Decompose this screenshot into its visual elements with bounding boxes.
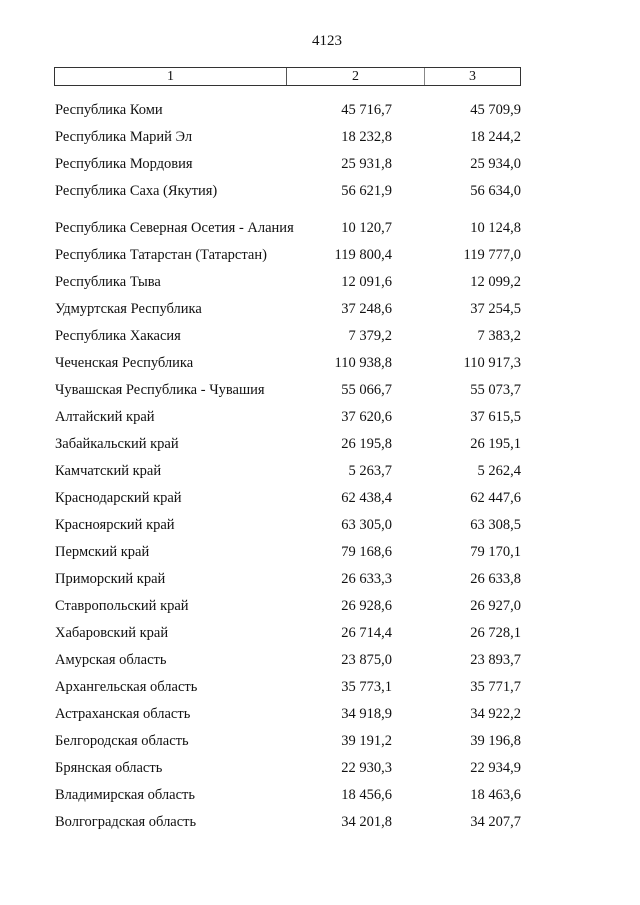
value-col-2: 45 716,7 [341, 102, 392, 118]
value-col-2: 79 168,6 [341, 544, 392, 560]
value-col-3: 34 922,2 [470, 706, 521, 722]
value-col-3: 26 728,1 [470, 625, 521, 641]
value-col-2: 63 305,0 [341, 517, 392, 533]
table-header [54, 67, 521, 86]
table-row [55, 563, 521, 590]
table-row [55, 239, 521, 266]
region-name: Удмуртская Республика [55, 301, 202, 317]
table-row [55, 320, 521, 347]
table-row [55, 752, 521, 779]
region-name: Пермский край [55, 544, 150, 560]
region-name: Республика Марий Эл [55, 129, 193, 145]
table-row [55, 175, 521, 202]
region-name: Чувашская Республика - Чувашия [55, 382, 265, 398]
value-col-3: 119 777,0 [463, 247, 521, 263]
value-col-3: 37 615,5 [470, 409, 521, 425]
value-col-3: 23 893,7 [470, 652, 521, 668]
table-row [55, 455, 521, 482]
table-row [55, 698, 521, 725]
table-row [55, 725, 521, 752]
value-col-2: 119 800,4 [334, 247, 392, 263]
value-col-2: 39 191,2 [341, 733, 392, 749]
value-col-3: 18 244,2 [470, 129, 521, 145]
value-col-3: 7 383,2 [477, 328, 521, 344]
value-col-2: 25 931,8 [341, 156, 392, 172]
value-col-3: 39 196,8 [470, 733, 521, 749]
value-col-2: 62 438,4 [341, 490, 392, 506]
value-col-2: 18 456,6 [341, 787, 392, 803]
region-name: Брянская область [55, 760, 163, 776]
region-name: Амурская область [55, 652, 167, 668]
value-col-3: 22 934,9 [470, 760, 521, 776]
table-row [55, 148, 521, 175]
value-col-2: 56 621,9 [341, 183, 392, 199]
table-row [55, 293, 521, 320]
value-col-3: 25 934,0 [470, 156, 521, 172]
table-body [55, 94, 521, 833]
value-col-2: 37 248,6 [341, 301, 392, 317]
value-col-3: 56 634,0 [470, 183, 521, 199]
value-col-2: 55 066,7 [341, 382, 392, 398]
value-col-2: 10 120,7 [341, 220, 392, 236]
table-row [55, 121, 521, 148]
region-name: Астраханская область [55, 706, 191, 722]
region-name: Республика Саха (Якутия) [55, 183, 218, 199]
header-col-3: 3 [469, 68, 476, 84]
value-col-3: 34 207,7 [470, 814, 521, 830]
value-col-2: 26 928,6 [341, 598, 392, 614]
value-col-2: 12 091,6 [341, 274, 392, 290]
region-name: Волгоградская область [55, 814, 197, 830]
value-col-3: 63 308,5 [470, 517, 521, 533]
region-name: Красноярский край [55, 517, 175, 533]
table-row [55, 401, 521, 428]
region-name: Чеченская Республика [55, 355, 194, 371]
region-name: Республика Тыва [55, 274, 161, 290]
region-name: Владимирская область [55, 787, 195, 803]
value-col-3: 37 254,5 [470, 301, 521, 317]
value-col-2: 34 918,9 [341, 706, 392, 722]
value-col-3: 12 099,2 [470, 274, 521, 290]
header-col-2: 2 [287, 68, 425, 85]
region-name: Архангельская область [55, 679, 198, 695]
value-col-3: 10 124,8 [470, 220, 521, 236]
table-row [55, 94, 521, 121]
value-col-2: 18 232,8 [341, 129, 392, 145]
page-number: 4123 [312, 33, 342, 49]
table-row [55, 509, 521, 536]
value-col-3: 35 771,7 [470, 679, 521, 695]
table-row [55, 482, 521, 509]
value-col-2: 34 201,8 [341, 814, 392, 830]
value-col-2: 35 773,1 [341, 679, 392, 695]
value-col-3: 26 195,1 [470, 436, 521, 452]
value-col-3: 55 073,7 [470, 382, 521, 398]
value-col-3: 45 709,9 [470, 102, 521, 118]
header-col-1: 1 [55, 68, 287, 85]
region-name: Республика Татарстан (Татарстан) [55, 247, 267, 263]
table-row [55, 617, 521, 644]
value-col-2: 7 379,2 [348, 328, 392, 344]
value-col-2: 22 930,3 [341, 760, 392, 776]
table-row [55, 806, 521, 833]
value-col-2: 26 633,3 [341, 571, 392, 587]
region-name: Хабаровский край [55, 625, 169, 641]
table-row [55, 779, 521, 806]
table-row [55, 202, 521, 239]
region-name: Республика Коми [55, 102, 163, 118]
table-row [55, 644, 521, 671]
region-name: Алтайский край [55, 409, 155, 425]
table-row [55, 347, 521, 374]
region-name: Республика Мордовия [55, 156, 193, 172]
table-row [55, 428, 521, 455]
region-name: Приморский край [55, 571, 166, 587]
value-col-3: 18 463,6 [470, 787, 521, 803]
value-col-3: 26 633,8 [470, 571, 521, 587]
region-name: Белгородская область [55, 733, 189, 749]
value-col-3: 5 262,4 [477, 463, 521, 479]
value-col-3: 62 447,6 [470, 490, 521, 506]
value-col-2: 26 714,4 [341, 625, 392, 641]
table-row [55, 590, 521, 617]
value-col-2: 5 263,7 [348, 463, 392, 479]
region-name: Камчатский край [55, 463, 162, 479]
value-col-2: 37 620,6 [341, 409, 392, 425]
region-name: Республика Хакасия [55, 328, 181, 344]
value-col-3: 26 927,0 [470, 598, 521, 614]
region-name: Республика Северная Осетия - Алания [55, 220, 294, 236]
region-name: Забайкальский край [55, 436, 179, 452]
value-col-2: 26 195,8 [341, 436, 392, 452]
value-col-2: 23 875,0 [341, 652, 392, 668]
value-col-2: 110 938,8 [334, 355, 392, 371]
value-col-3: 79 170,1 [470, 544, 521, 560]
region-name: Краснодарский край [55, 490, 182, 506]
table-row [55, 374, 521, 401]
region-name: Ставропольский край [55, 598, 189, 614]
table-row [55, 266, 521, 293]
table-row [55, 671, 521, 698]
table-row [55, 536, 521, 563]
value-col-3: 110 917,3 [463, 355, 521, 371]
